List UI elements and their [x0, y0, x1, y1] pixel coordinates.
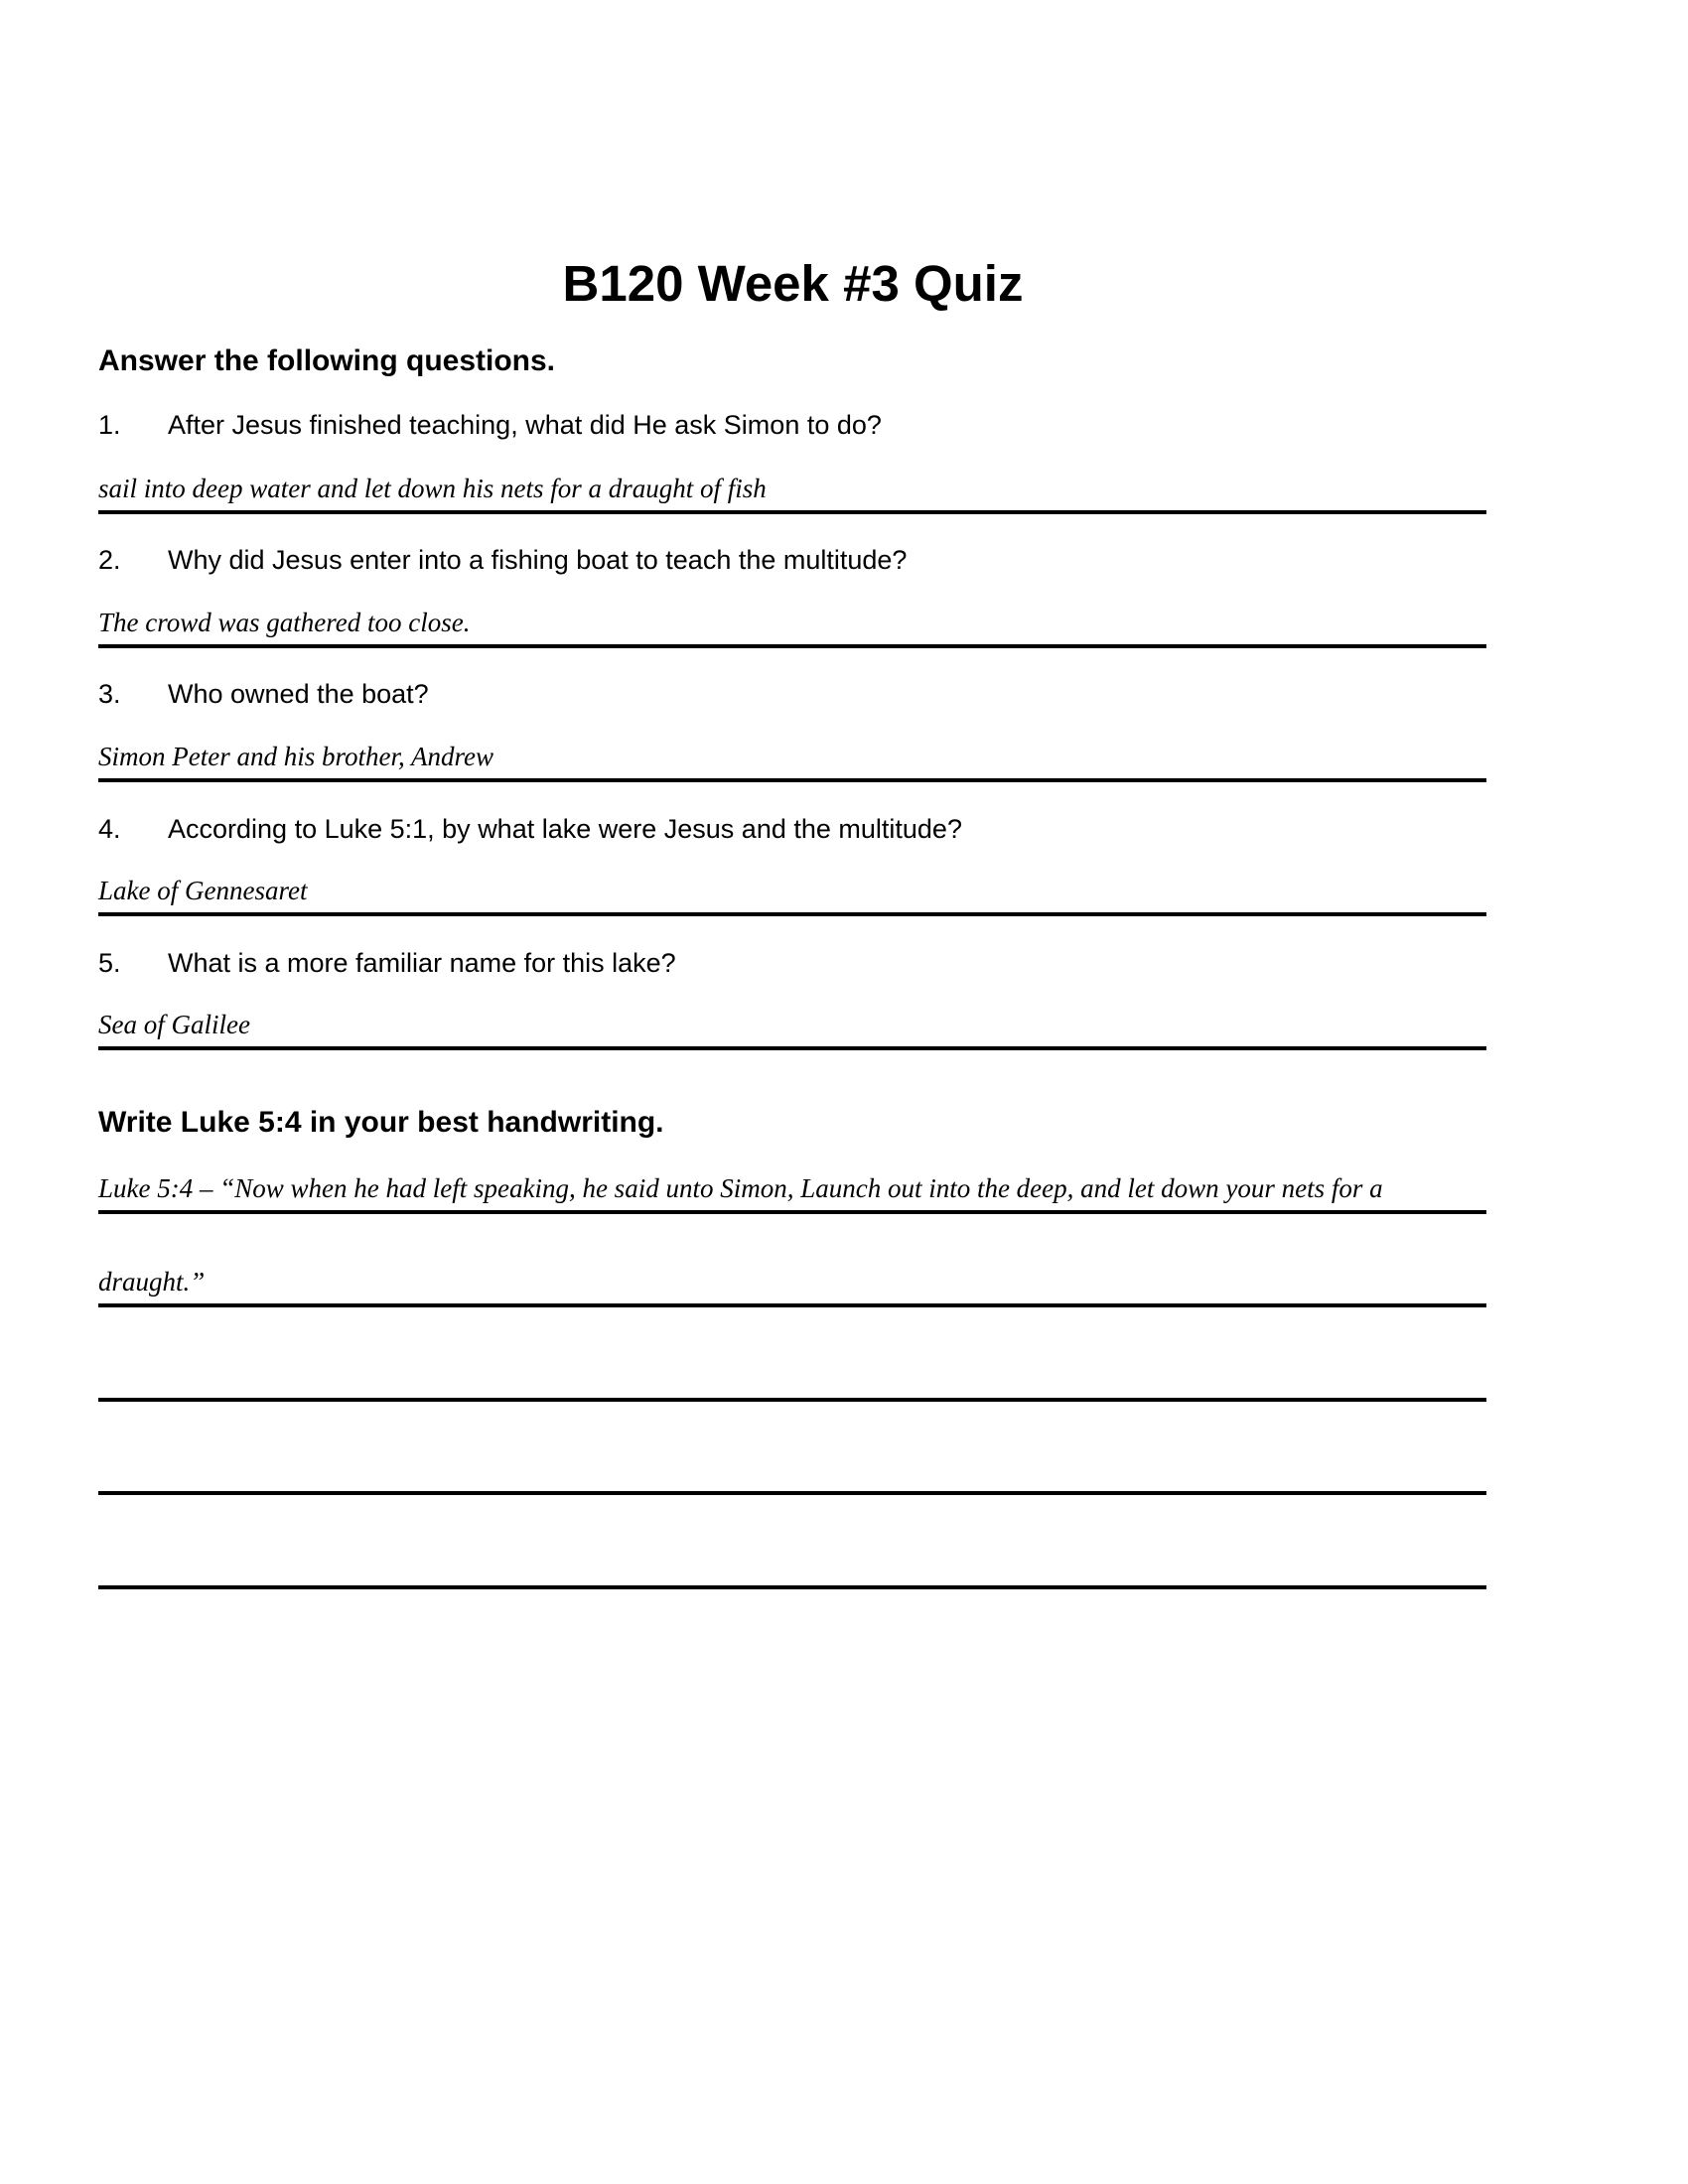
handwriting-heading: Write Luke 5:4 in your best handwriting.	[98, 1106, 664, 1139]
page-title: B120 Week #3 Quiz	[562, 255, 1024, 312]
answer-text: Lake of Gennesaret	[98, 876, 308, 905]
handwriting-text: draught.”	[98, 1267, 206, 1297]
question-1	[98, 408, 882, 442]
answer-text: Simon Peter and his brother, Andrew	[98, 742, 493, 771]
question-number: 5.	[98, 948, 121, 978]
handwriting-line-5[interactable]	[98, 1542, 1486, 1589]
question-text: What is a more familiar name for this lake?	[168, 948, 676, 978]
handwriting-text: Luke 5:4 – “Now when he had left speaking, he said unto Simon, Launch out into the deep, and let down your nets for a	[98, 1173, 1383, 1203]
question-number: 3.	[98, 679, 121, 709]
question-3	[98, 677, 429, 711]
question-number: 2.	[98, 545, 121, 575]
question-4	[98, 812, 962, 846]
handwriting-line-2[interactable]	[98, 1260, 1486, 1307]
answer-text: The crowd was gathered too close.	[98, 608, 471, 637]
handwriting-line-1[interactable]	[98, 1166, 1486, 1214]
answer-text: Sea of Galilee	[98, 1010, 250, 1039]
answer-field-1[interactable]	[98, 467, 1486, 514]
question-number: 1.	[98, 410, 121, 440]
answer-field-5[interactable]	[98, 1003, 1486, 1050]
answer-field-4[interactable]	[98, 869, 1486, 916]
question-5	[98, 946, 676, 980]
question-number: 4.	[98, 814, 121, 844]
handwriting-line-4[interactable]	[98, 1447, 1486, 1495]
question-2	[98, 543, 907, 577]
answer-field-2[interactable]	[98, 601, 1486, 648]
question-text: Why did Jesus enter into a fishing boat to teach the multitude?	[168, 545, 908, 575]
answer-field-3[interactable]	[98, 735, 1486, 782]
question-text: After Jesus finished teaching, what did He ask Simon to do?	[168, 410, 882, 440]
instructions-heading: Answer the following questions.	[98, 344, 556, 377]
handwriting-line-3[interactable]	[98, 1354, 1486, 1402]
question-text: According to Luke 5:1, by what lake were Jesus and the multitude?	[168, 814, 962, 844]
answer-text: sail into deep water and let down his nets for a draught of fish	[98, 474, 767, 503]
question-text: Who owned the boat?	[168, 679, 429, 709]
